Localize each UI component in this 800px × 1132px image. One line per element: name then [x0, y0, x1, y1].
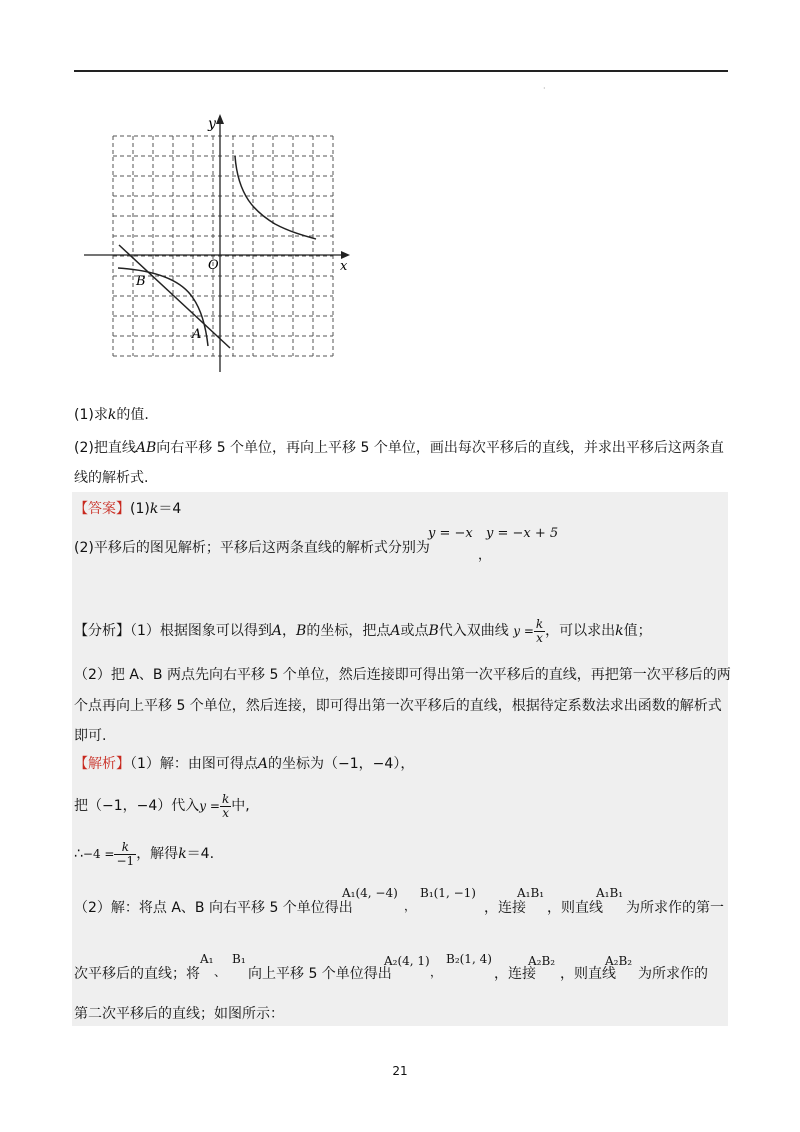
solution-text: 为所求作的第一: [626, 900, 724, 916]
q2-text-end: 向右平移 5 个单位，再向上平移 5 个单位，画出每次平移后的直线，并求出平移后这两条直: [156, 440, 724, 456]
fraction-numerator: k: [114, 841, 136, 855]
header-rule: [74, 70, 728, 72]
analysis-line-1: [74, 614, 652, 648]
solution-line-2: [74, 790, 250, 822]
solution-part2-line-2: 次平移后的直线；将: [74, 966, 200, 982]
point-b-ref: B: [428, 623, 439, 639]
formula-fraction: [220, 793, 231, 820]
k-var: k: [178, 846, 187, 862]
answer-1-value: ＝4: [158, 501, 182, 517]
origin-label: O: [208, 258, 219, 273]
answer-tag: 【答案】: [74, 501, 130, 517]
segment-a1b1: A₁B₁: [596, 886, 624, 900]
point-b-ref: B: [296, 623, 307, 639]
solution-text: 中,: [231, 798, 250, 814]
point-b1: B₁(1, −1): [420, 886, 476, 900]
coordinate-graph: [80, 108, 360, 383]
answer-1-pre: (1): [130, 501, 150, 517]
point-a1: A₁: [200, 952, 214, 966]
point-b-label: B: [136, 274, 146, 289]
therefore-symbol: ∴: [74, 846, 83, 862]
x-axis-arrow: [341, 251, 350, 259]
equation-1: y = −x: [428, 526, 473, 541]
answer-line-2: (2)平移后的图见解析；平移后这两条直线的解析式分别为: [74, 540, 430, 556]
solution-line-3: [74, 837, 214, 871]
point-b2: B₂(1, 4): [446, 952, 492, 966]
point-a-ref: A: [271, 623, 283, 639]
formula-fraction: [114, 841, 136, 868]
formula-y-equals: y =: [513, 624, 534, 638]
solution-text: 的坐标为（−1，−4），: [268, 756, 415, 772]
q2-text: (2)把直线: [74, 440, 136, 456]
analysis-text: 代入双曲线: [438, 623, 509, 639]
solution-tag: 【解析】: [74, 756, 130, 772]
formula-fraction: [534, 618, 545, 645]
solution-text: （1）解：由图可得点: [130, 756, 258, 772]
fraction-denominator: x: [222, 805, 229, 820]
page-number: 21: [392, 1064, 408, 1078]
x-axis-label: x: [340, 259, 348, 274]
point-a-label: A: [192, 327, 202, 342]
header-mark: ·: [543, 84, 546, 93]
question-part-2-cont: 线的解析式.: [74, 470, 149, 486]
fraction-denominator: −1: [116, 853, 135, 868]
answer-line-1: [74, 499, 181, 519]
k-var: k: [615, 623, 624, 639]
solution-text: ，连接: [494, 966, 536, 982]
dashed-grid: [113, 136, 333, 356]
equation-comma: ，: [478, 548, 492, 563]
fraction-numerator: k: [535, 616, 544, 631]
solution-text: ，则直线: [560, 966, 616, 982]
y-axis-label: y: [208, 116, 216, 132]
solution-text: ，连接: [484, 900, 526, 916]
analysis-line-4: 即可.: [74, 728, 107, 744]
formula-y-equals: y =: [199, 799, 220, 813]
analysis-tag: 【分析】: [74, 623, 130, 639]
answer-1-var: k: [149, 501, 159, 517]
point-a2: A₂(4, 1): [384, 954, 430, 968]
q1-text: (1)求: [74, 407, 108, 423]
separator: 、: [214, 965, 227, 979]
q1-text-end: 的值.: [116, 407, 149, 423]
solution-part2-line-3: 第二次平移后的直线；如图所示：: [74, 1006, 284, 1022]
equation-left: −4 =: [82, 847, 115, 861]
question-part-1: [74, 405, 149, 425]
fraction-denominator: x: [536, 630, 543, 645]
solution-text: ，则直线: [547, 900, 603, 916]
analysis-line-2: （2）把 A、B 两点先向右平移 5 个单位，然后连接即可得出第一次平移后的直线，再把第一次平移后的两: [74, 667, 731, 683]
fraction-numerator: k: [221, 791, 230, 806]
y-axis-arrow: [216, 114, 224, 124]
q1-var: k: [107, 407, 117, 423]
solution-text: ，解得: [136, 846, 179, 862]
solution-line-1: [74, 754, 414, 774]
segment-a2b2: A₂B₂: [605, 954, 633, 968]
analysis-line-3: 个点再向上平移 5 个单位，然后连接，即可得出第一次平移后的直线，根据待定系数法求出函数的解析式: [74, 698, 722, 714]
segment-a2b2: A₂B₂: [528, 954, 556, 968]
comma: ，: [430, 965, 443, 979]
q2-var: AB: [135, 440, 157, 456]
point-a-ref: A: [257, 756, 269, 772]
point-a-ref: A: [390, 623, 401, 639]
analysis-text: （1）根据图象可以得到: [130, 623, 272, 639]
analysis-text: ，可以求出: [545, 623, 616, 639]
analysis-text: 值；: [623, 623, 652, 639]
solution-text: 把（−1，−4）代入: [74, 798, 200, 814]
point-b1: B₁: [232, 952, 246, 966]
solution-text: 向上平移 5 个单位得出: [248, 966, 392, 982]
question-part-2: [74, 438, 724, 458]
solution-text: 为所求作的: [638, 966, 708, 982]
solution-text: ＝4.: [186, 846, 215, 862]
comma: ，: [404, 899, 417, 913]
analysis-text: ，: [282, 623, 297, 639]
hyperbola-branch-upper: [235, 156, 316, 239]
point-a1: A₁(4, −4): [342, 886, 398, 900]
analysis-text: 或点: [400, 623, 429, 639]
solution-part2-line-1: （2）解：将点 A、B 向右平移 5 个单位得出: [74, 900, 353, 916]
segment-a1b1: A₁B₁: [517, 886, 545, 900]
equation-2: y = −x + 5: [486, 526, 559, 541]
analysis-text: 的坐标，把点: [306, 623, 391, 639]
